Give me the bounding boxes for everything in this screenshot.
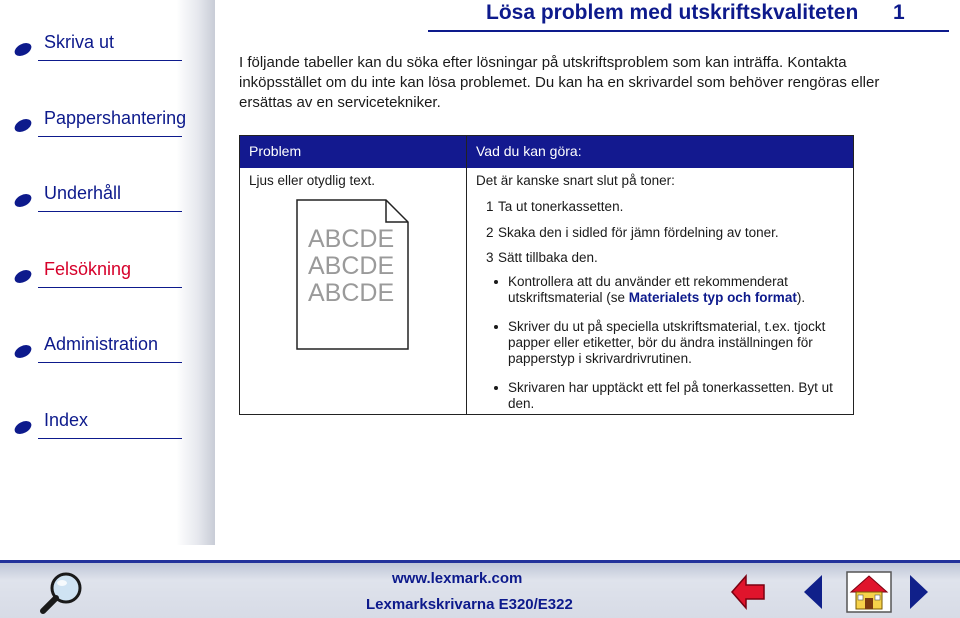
nav-label: Index [44, 410, 89, 430]
nav-item-felsokning[interactable] [0, 257, 200, 297]
sample-text-line: ABCDE [308, 225, 395, 253]
previous-page-icon[interactable] [800, 572, 826, 612]
nav-bullet-icon [12, 267, 33, 285]
step-number: 2 [486, 224, 494, 240]
nav-underline [38, 438, 182, 439]
table-header [240, 136, 853, 168]
nav-label: Pappershantering [44, 108, 187, 128]
step-text: Sätt tillbaka den. [498, 250, 598, 266]
nav-item-index[interactable] [0, 408, 200, 448]
step-text: Ta ut tonerkassetten. [498, 199, 624, 214]
nav-bullet-icon [12, 191, 33, 209]
footer-bar [0, 560, 960, 618]
step-number: 3 [486, 250, 494, 266]
lexmark-url-link[interactable]: www.lexmark.com [392, 570, 523, 587]
step-item [476, 225, 846, 241]
product-name: Lexmarkskrivarna E320/E322 [366, 596, 573, 613]
nav-bullet-icon [12, 342, 33, 360]
nav-bullet-icon [12, 116, 33, 134]
step-text: Skaka den i sidled för jämn fördelning av toner. [498, 224, 779, 240]
nav-underline [38, 211, 182, 212]
solution-lead: Det är kanske snart slut på toner: [476, 173, 675, 188]
bullet-item [476, 319, 846, 367]
nav-label: Skriva ut [44, 32, 115, 52]
home-icon[interactable] [845, 570, 893, 614]
faded-text-page-icon [296, 199, 410, 351]
bullet-text: Skriver du ut på speciella utskriftsmaterial, t.ex. tjockt papper eller etiketter, bör du ändra inställningen för papperstyp i skrivardrivrutinen. [508, 319, 826, 366]
nav-item-underhall[interactable] [0, 181, 200, 221]
step-number: 1 [486, 199, 494, 214]
bullet-text-after: ). [796, 290, 806, 305]
nav-underline [38, 136, 182, 137]
page-number: 1 [893, 1, 905, 24]
nav-label: Administration [44, 334, 159, 354]
footer-divider [0, 560, 960, 563]
sample-text-line: ABCDE [308, 279, 395, 307]
step-item [476, 250, 846, 266]
nav-underline [38, 362, 182, 363]
solution-steps [476, 199, 846, 276]
sidebar [0, 0, 215, 545]
materials-link[interactable]: Materialets typ och format [628, 290, 797, 305]
back-arrow-icon[interactable] [730, 572, 766, 612]
nav-bullet-icon [12, 418, 33, 436]
intro-text: I följande tabeller kan du söka efter lösningar på utskriftsproblem som kan inträffa. Kontakta inköpsstället om du inte kan lösa problemet. Du kan ha en skrivardel som behöver rengöras eller ersättas av en servicetekniker. [239, 54, 880, 111]
nav-item-administration[interactable] [0, 332, 200, 372]
column-divider [466, 136, 467, 414]
next-page-icon[interactable] [906, 572, 932, 612]
page-title: Lösa problem med utskriftskvaliteten [486, 1, 859, 24]
solution-bullets [476, 274, 846, 425]
nav-bullet-icon [12, 40, 33, 58]
problem-table [239, 135, 854, 415]
search-magnifier-icon[interactable] [38, 570, 86, 616]
column-header-problem: Problem [249, 143, 302, 159]
problem-description: Ljus eller otydlig text. [249, 173, 376, 188]
column-header-action: Vad du kan göra: [476, 143, 582, 159]
nav-item-pappershantering[interactable] [0, 106, 200, 146]
sample-text-line: ABCDE [308, 252, 395, 280]
bullet-text: Kontrollera att du använder ett rekommenderat utskriftsmaterial (se [508, 274, 788, 305]
header-divider [428, 30, 949, 32]
bullet-text: Skrivaren har upptäckt ett fel på tonerkassetten. Byt ut den. [508, 380, 833, 411]
step-item [476, 199, 846, 215]
nav-label-active: Felsökning [44, 259, 132, 279]
nav-underline [38, 287, 182, 288]
bullet-item [476, 380, 846, 412]
nav-underline [38, 60, 182, 61]
bullet-item [476, 274, 846, 306]
nav-item-skriva-ut[interactable] [0, 30, 200, 70]
nav-label: Underhåll [44, 183, 122, 203]
